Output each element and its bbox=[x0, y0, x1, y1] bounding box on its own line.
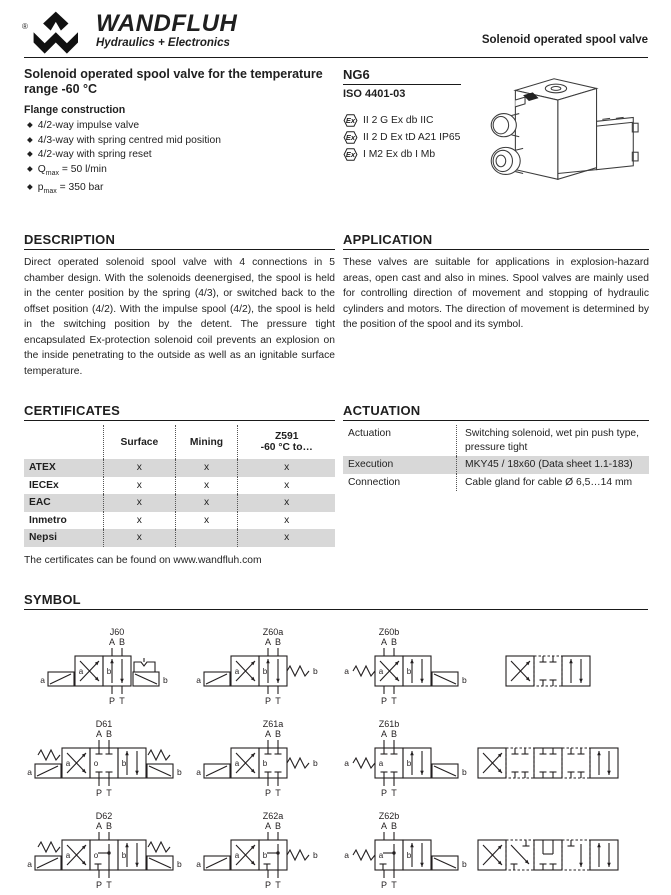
svg-text:Z62a: Z62a bbox=[262, 810, 284, 821]
ex-hexagon-icon bbox=[343, 148, 358, 161]
cert-column-header bbox=[24, 425, 104, 459]
certificates-footnote: The certificates can be found on www.wandfluh.com bbox=[24, 554, 262, 566]
symbol-transition-diagram bbox=[468, 718, 628, 800]
svg-text:Ex: Ex bbox=[345, 116, 356, 126]
cert-mark: x bbox=[175, 512, 238, 530]
brand-name: WANDFLUH bbox=[96, 10, 238, 37]
svg-text:a: a bbox=[27, 766, 32, 777]
construction-subtitle: Flange construction bbox=[24, 104, 126, 116]
feature-bullet bbox=[24, 148, 335, 163]
svg-text:Z61a: Z61a bbox=[262, 718, 284, 729]
svg-text:b: b bbox=[406, 666, 412, 676]
svg-text:A: A bbox=[264, 636, 272, 647]
svg-text:B: B bbox=[105, 820, 113, 831]
svg-text:T: T bbox=[119, 695, 125, 706]
cert-mark: x bbox=[175, 494, 238, 512]
bullet-text: $p_{max} = 350$ bar bbox=[37, 182, 104, 196]
svg-text:P: P bbox=[380, 695, 388, 706]
svg-text:A: A bbox=[264, 820, 272, 831]
page-header bbox=[24, 10, 648, 55]
svg-text:A: A bbox=[380, 728, 388, 739]
description-body: Direct operated solenoid spool valve with 4 connections in 5 chamber design. With the solenoids deenergised, the spool is held in the center position by the spring (4/3), or switched back to the offset position (4/2). With the impulse spool (4/2), the spool is held in the switching position by the detent. The pressure tight encapsulated Ex-protection solenoid coil prevents an explosion on the inside penetrating to the outside as well as an ignitable surface temperature. bbox=[24, 257, 335, 377]
cert-mark: x bbox=[104, 494, 175, 512]
cert-row-label: Nepsi bbox=[29, 532, 58, 544]
svg-text:B: B bbox=[274, 636, 282, 647]
symbol-section bbox=[24, 592, 648, 892]
svg-text:b: b bbox=[406, 850, 412, 860]
svg-text:b: b bbox=[262, 666, 268, 676]
symbol-D62 bbox=[24, 810, 184, 892]
symbol-Z62a bbox=[176, 810, 336, 892]
ex-certification-line bbox=[343, 146, 461, 163]
size-block bbox=[343, 67, 461, 202]
svg-text:a: a bbox=[78, 666, 84, 676]
application-section bbox=[343, 232, 649, 379]
svg-text:T: T bbox=[275, 879, 281, 890]
svg-text:b: b bbox=[462, 674, 467, 685]
svg-text:A: A bbox=[264, 728, 272, 739]
svg-text:b: b bbox=[177, 766, 182, 777]
svg-text:o: o bbox=[93, 850, 99, 860]
cert-mark: x bbox=[238, 529, 335, 547]
certificates-section bbox=[24, 403, 335, 566]
symbol-Z61b bbox=[326, 718, 486, 800]
bullet-diamond-icon: ◆ bbox=[27, 120, 33, 129]
svg-text:Z61b: Z61b bbox=[378, 718, 400, 729]
svg-text:Z60a: Z60a bbox=[262, 626, 284, 637]
svg-text:P: P bbox=[380, 879, 388, 890]
cert-mark bbox=[175, 529, 238, 547]
bullet-diamond-icon: ◆ bbox=[27, 149, 33, 159]
svg-text:A: A bbox=[95, 728, 103, 739]
svg-text:b: b bbox=[313, 849, 318, 860]
svg-text:T: T bbox=[275, 695, 281, 706]
svg-text:J60: J60 bbox=[109, 626, 125, 637]
cert-column-header: Surface bbox=[104, 425, 175, 459]
svg-text:B: B bbox=[105, 728, 113, 739]
svg-text:b: b bbox=[462, 766, 467, 777]
cert-mark: x bbox=[238, 494, 335, 512]
svg-text:Ex: Ex bbox=[345, 133, 356, 143]
document-title: Solenoid operated spool valve bbox=[481, 34, 648, 46]
iso-standard: ISO 4401-03 bbox=[343, 88, 406, 100]
cert-mark: x bbox=[175, 459, 238, 477]
ex-hexagon-icon bbox=[343, 131, 358, 144]
actuation-row-label: Execution bbox=[348, 459, 394, 470]
svg-text:b: b bbox=[106, 666, 112, 676]
svg-text:a: a bbox=[65, 850, 71, 860]
intro-right bbox=[343, 67, 649, 202]
feature-bullet bbox=[24, 134, 335, 149]
registered-trademark: ® bbox=[22, 22, 28, 31]
svg-text:B: B bbox=[274, 820, 282, 831]
svg-text:T: T bbox=[106, 787, 112, 798]
ex-hexagon-icon bbox=[343, 114, 358, 127]
certificates-heading: CERTIFICATES bbox=[24, 403, 335, 421]
svg-text:o: o bbox=[93, 758, 99, 768]
actuation-row-label: Actuation bbox=[348, 428, 391, 439]
feature-bullet bbox=[24, 119, 335, 134]
cert-header-row bbox=[24, 425, 335, 459]
svg-text:a: a bbox=[196, 766, 201, 777]
svg-text:T: T bbox=[391, 695, 397, 706]
svg-text:P: P bbox=[264, 695, 272, 706]
symbol-heading: SYMBOL bbox=[24, 592, 648, 610]
svg-text:a: a bbox=[196, 858, 201, 869]
svg-text:a: a bbox=[65, 758, 71, 768]
svg-text:T: T bbox=[391, 879, 397, 890]
symbol-transition-diagram bbox=[468, 810, 628, 892]
description-heading: DESCRIPTION bbox=[24, 232, 335, 250]
svg-text:B: B bbox=[390, 728, 398, 739]
svg-text:a: a bbox=[344, 665, 349, 676]
bullet-diamond-icon: ◆ bbox=[27, 182, 33, 192]
svg-text:P: P bbox=[95, 787, 103, 798]
certificates-table bbox=[24, 425, 335, 547]
svg-text:A: A bbox=[380, 820, 388, 831]
actuation-heading: ACTUATION bbox=[343, 403, 649, 421]
brand-block bbox=[96, 10, 237, 49]
cert-column-header: Mining bbox=[175, 425, 238, 459]
symbol-transition-diagram bbox=[468, 626, 628, 708]
svg-text:D62: D62 bbox=[95, 810, 113, 821]
svg-text:b: b bbox=[462, 858, 467, 869]
svg-text:Z62b: Z62b bbox=[378, 810, 400, 821]
svg-text:b: b bbox=[121, 758, 127, 768]
symbol-Z60a bbox=[176, 626, 336, 708]
feature-bullet-list bbox=[24, 119, 335, 200]
ex-certification-line bbox=[343, 129, 461, 146]
svg-text:P: P bbox=[264, 879, 272, 890]
svg-text:b: b bbox=[262, 850, 268, 860]
symbol-D61 bbox=[24, 718, 184, 800]
desc-app-row bbox=[24, 232, 648, 379]
svg-text:T: T bbox=[275, 787, 281, 798]
actuation-row-Actuation bbox=[343, 425, 649, 456]
nominal-size: NG6 bbox=[343, 67, 461, 85]
wandfluh-logo-icon bbox=[24, 10, 86, 56]
symbol-Z60b bbox=[326, 626, 486, 708]
svg-text:P: P bbox=[264, 787, 272, 798]
svg-text:b: b bbox=[177, 858, 182, 869]
feature-bullet bbox=[24, 163, 335, 182]
bullet-text: 4/2-way impulse valve bbox=[37, 120, 140, 131]
bullet-text: 4/3-way with spring centred mid position bbox=[37, 134, 221, 146]
header-rule bbox=[24, 57, 648, 58]
cert-mark: x bbox=[104, 477, 175, 495]
svg-text:a: a bbox=[378, 666, 384, 676]
svg-text:a: a bbox=[344, 849, 349, 860]
svg-text:a: a bbox=[27, 858, 32, 869]
svg-text:D61: D61 bbox=[95, 718, 113, 729]
svg-text:P: P bbox=[380, 787, 388, 798]
svg-text:A: A bbox=[380, 636, 388, 647]
actuation-row-label: Connection bbox=[348, 476, 401, 488]
svg-text:Ex: Ex bbox=[345, 150, 356, 160]
svg-text:b: b bbox=[313, 665, 318, 676]
svg-text:P: P bbox=[108, 695, 116, 706]
product-image bbox=[469, 63, 641, 202]
cert-mark: x bbox=[238, 459, 335, 477]
svg-text:b: b bbox=[121, 850, 127, 860]
cert-mark: x bbox=[238, 512, 335, 530]
svg-text:B: B bbox=[390, 636, 398, 647]
svg-text:a: a bbox=[234, 850, 240, 860]
page-title: Solenoid operated spool valve for the temperature range -60 °C bbox=[24, 67, 323, 96]
cert-mark: x bbox=[104, 512, 175, 530]
cert-row-Nepsi bbox=[24, 529, 335, 547]
cert-column-header: Z591 -60 °C to… bbox=[238, 425, 335, 459]
cert-row-label: ATEX bbox=[29, 462, 56, 474]
cert-row-label: EAC bbox=[29, 497, 51, 509]
cert-row-IECEx bbox=[24, 477, 335, 495]
svg-text:b: b bbox=[406, 758, 412, 768]
svg-text:a: a bbox=[234, 758, 240, 768]
intro-row bbox=[24, 67, 648, 202]
cert-mark: x bbox=[104, 459, 175, 477]
cert-mark: x bbox=[238, 477, 335, 495]
application-heading: APPLICATION bbox=[343, 232, 649, 250]
cert-mark: x bbox=[104, 529, 175, 547]
svg-text:a: a bbox=[40, 674, 45, 685]
actuation-row-value: MKY45 / 18x60 (Data sheet 1.1-183) bbox=[457, 456, 650, 474]
svg-text:P: P bbox=[95, 879, 103, 890]
svg-text:a: a bbox=[234, 666, 240, 676]
svg-text:b: b bbox=[163, 674, 168, 685]
bullet-diamond-icon: ◆ bbox=[27, 134, 33, 144]
actuation-table bbox=[343, 425, 649, 491]
svg-text:T: T bbox=[391, 787, 397, 798]
svg-text:Z60b: Z60b bbox=[378, 626, 400, 637]
svg-text:B: B bbox=[118, 636, 126, 647]
actuation-row-value: Cable gland for cable Ø 6,5…14 mm bbox=[457, 474, 650, 492]
actuation-row-Execution bbox=[343, 456, 649, 474]
bullet-text: $Q_{max} = 50$ l/min bbox=[37, 163, 107, 177]
ex-certification-line bbox=[343, 112, 461, 129]
symbol-Z62b bbox=[326, 810, 486, 892]
bullet-text: 4/2-way with spring reset bbox=[37, 149, 152, 161]
symbol-grid bbox=[24, 626, 648, 892]
svg-text:a: a bbox=[378, 850, 384, 860]
ex-certification-text: II 2 G Ex db IIC bbox=[363, 115, 434, 126]
svg-text:a: a bbox=[344, 757, 349, 768]
svg-text:T: T bbox=[106, 879, 112, 890]
application-body: These valves are suitable for applications in explosion-hazard areas, open cast and also in mines. Spool valves are mainly used for controlling direction of movement and stopping of hydraulic cylinders and motors. The direction of movement is determined by the position of the spool and its symbol. bbox=[343, 257, 649, 330]
actuation-row-value: Switching solenoid, wet pin push type, pressure tight bbox=[457, 425, 650, 456]
cert-row-EAC bbox=[24, 494, 335, 512]
cert-mark: x bbox=[175, 477, 238, 495]
svg-text:b: b bbox=[262, 758, 268, 768]
cert-row-ATEX bbox=[24, 459, 335, 477]
description-section bbox=[24, 232, 335, 379]
ex-certification-text: II 2 D Ex tD A21 IP65 bbox=[363, 132, 461, 143]
cert-row-label: Inmetro bbox=[29, 514, 67, 526]
cert-act-row bbox=[24, 403, 648, 566]
feature-bullet bbox=[24, 181, 335, 200]
symbol-J60 bbox=[24, 626, 184, 708]
svg-text:a: a bbox=[378, 758, 384, 768]
intro-left bbox=[24, 67, 335, 202]
symbol-Z61a bbox=[176, 718, 336, 800]
brand-tagline: Hydraulics + Electronics bbox=[96, 37, 230, 49]
svg-text:b: b bbox=[313, 757, 318, 768]
svg-text:B: B bbox=[274, 728, 282, 739]
svg-text:A: A bbox=[95, 820, 103, 831]
actuation-row-Connection bbox=[343, 474, 649, 492]
ex-certification-list bbox=[343, 112, 461, 163]
svg-text:A: A bbox=[108, 636, 116, 647]
bullet-diamond-icon: ◆ bbox=[27, 163, 33, 173]
ex-certification-text: I M2 Ex db I Mb bbox=[363, 149, 436, 160]
actuation-section bbox=[343, 403, 649, 566]
svg-text:B: B bbox=[390, 820, 398, 831]
cert-row-label: IECEx bbox=[29, 479, 59, 491]
company-logo bbox=[24, 10, 237, 56]
cert-row-Inmetro bbox=[24, 512, 335, 530]
svg-text:a: a bbox=[196, 674, 201, 685]
